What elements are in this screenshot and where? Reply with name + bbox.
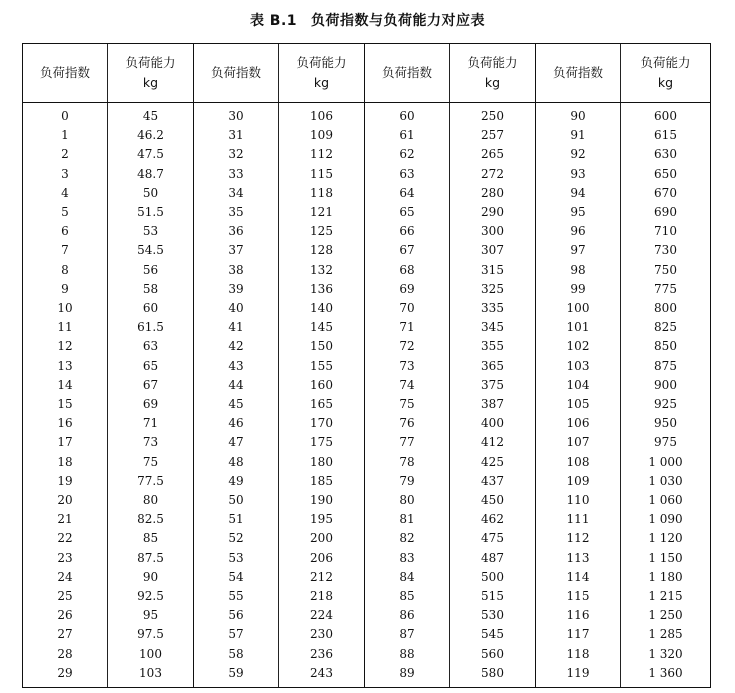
load-capacity-cell: 85	[108, 529, 194, 548]
table-row	[23, 625, 711, 644]
table-row	[23, 433, 711, 452]
table-row	[23, 337, 711, 356]
load-index-cell: 96	[536, 222, 621, 241]
load-capacity-cell: 200	[279, 529, 365, 548]
load-capacity-cell: 1 285	[621, 625, 711, 644]
table-row	[23, 587, 711, 606]
load-index-cell: 0	[23, 103, 108, 127]
load-capacity-cell: 615	[621, 126, 711, 145]
load-capacity-cell: 103	[108, 664, 194, 688]
load-index-cell: 19	[23, 472, 108, 491]
load-index-cell: 102	[536, 337, 621, 356]
load-index-cell: 7	[23, 241, 108, 260]
table-row	[23, 318, 711, 337]
load-capacity-cell: 400	[450, 414, 536, 433]
load-capacity-cell: 185	[279, 472, 365, 491]
load-index-cell: 2	[23, 145, 108, 164]
load-index-cell: 92	[536, 145, 621, 164]
load-capacity-cell: 132	[279, 261, 365, 280]
load-index-cell: 13	[23, 357, 108, 376]
load-index-cell: 37	[194, 241, 279, 260]
load-capacity-cell: 165	[279, 395, 365, 414]
load-index-cell: 74	[365, 376, 450, 395]
load-index-cell: 61	[365, 126, 450, 145]
load-index-cell: 35	[194, 203, 279, 222]
load-capacity-cell: 155	[279, 357, 365, 376]
header-capacity-label: 负荷能力	[125, 55, 176, 70]
load-index-cell: 48	[194, 453, 279, 472]
table-row	[23, 376, 711, 395]
load-capacity-cell: 580	[450, 664, 536, 688]
load-capacity-cell: 175	[279, 433, 365, 452]
load-index-cell: 53	[194, 549, 279, 568]
load-capacity-cell: 290	[450, 203, 536, 222]
load-index-cell: 11	[23, 318, 108, 337]
load-capacity-cell: 272	[450, 165, 536, 184]
table-row	[23, 165, 711, 184]
load-capacity-cell: 61.5	[108, 318, 194, 337]
table-row	[23, 145, 711, 164]
load-index-cell: 4	[23, 184, 108, 203]
table-row	[23, 280, 711, 299]
table-row	[23, 606, 711, 625]
load-capacity-cell: 150	[279, 337, 365, 356]
load-capacity-cell: 690	[621, 203, 711, 222]
load-index-cell: 89	[365, 664, 450, 688]
load-index-cell: 112	[536, 529, 621, 548]
load-capacity-cell: 73	[108, 433, 194, 452]
load-index-cell: 29	[23, 664, 108, 688]
table-row	[23, 103, 711, 127]
load-index-cell: 21	[23, 510, 108, 529]
load-capacity-cell: 650	[621, 165, 711, 184]
load-capacity-cell: 230	[279, 625, 365, 644]
load-index-cell: 117	[536, 625, 621, 644]
load-index-cell: 113	[536, 549, 621, 568]
load-index-cell: 119	[536, 664, 621, 688]
header-load-index: 负荷指数	[194, 44, 279, 103]
header-unit: kg	[657, 75, 674, 90]
load-index-cell: 59	[194, 664, 279, 688]
load-index-cell: 17	[23, 433, 108, 452]
load-index-cell: 69	[365, 280, 450, 299]
load-index-cell: 111	[536, 510, 621, 529]
load-capacity-cell: 48.7	[108, 165, 194, 184]
table-row	[23, 529, 711, 548]
load-index-cell: 77	[365, 433, 450, 452]
load-index-cell: 27	[23, 625, 108, 644]
load-index-cell: 94	[536, 184, 621, 203]
load-capacity-cell: 1 090	[621, 510, 711, 529]
load-capacity-cell: 1 360	[621, 664, 711, 688]
load-index-cell: 90	[536, 103, 621, 127]
load-index-cell: 81	[365, 510, 450, 529]
load-index-cell: 83	[365, 549, 450, 568]
load-index-cell: 25	[23, 587, 108, 606]
load-capacity-cell: 58	[108, 280, 194, 299]
load-index-cell: 108	[536, 453, 621, 472]
load-capacity-cell: 710	[621, 222, 711, 241]
load-capacity-cell: 212	[279, 568, 365, 587]
load-capacity-cell: 412	[450, 433, 536, 452]
load-index-cell: 47	[194, 433, 279, 452]
load-capacity-cell: 160	[279, 376, 365, 395]
table-caption	[0, 10, 735, 30]
header-capacity-label: 负荷能力	[467, 55, 518, 70]
table-row	[23, 222, 711, 241]
load-capacity-cell: 243	[279, 664, 365, 688]
table-row	[23, 664, 711, 688]
load-capacity-cell: 825	[621, 318, 711, 337]
load-capacity-cell: 56	[108, 261, 194, 280]
load-index-cell: 3	[23, 165, 108, 184]
load-capacity-cell: 80	[108, 491, 194, 510]
load-index-cell: 95	[536, 203, 621, 222]
load-index-cell: 60	[365, 103, 450, 127]
load-index-cell: 91	[536, 126, 621, 145]
load-capacity-cell: 190	[279, 491, 365, 510]
load-index-cell: 14	[23, 376, 108, 395]
load-index-cell: 52	[194, 529, 279, 548]
load-capacity-cell: 325	[450, 280, 536, 299]
load-index-cell: 46	[194, 414, 279, 433]
load-index-cell: 55	[194, 587, 279, 606]
load-capacity-cell: 90	[108, 568, 194, 587]
load-index-cell: 93	[536, 165, 621, 184]
header-unit: kg	[484, 75, 501, 90]
load-capacity-cell: 265	[450, 145, 536, 164]
load-index-cell: 40	[194, 299, 279, 318]
load-capacity-cell: 95	[108, 606, 194, 625]
load-capacity-cell: 1 250	[621, 606, 711, 625]
load-capacity-cell: 125	[279, 222, 365, 241]
load-capacity-cell: 1 060	[621, 491, 711, 510]
load-capacity-cell: 87.5	[108, 549, 194, 568]
load-index-cell: 58	[194, 645, 279, 664]
load-index-cell: 56	[194, 606, 279, 625]
load-index-cell: 64	[365, 184, 450, 203]
load-capacity-cell: 109	[279, 126, 365, 145]
load-index-cell: 20	[23, 491, 108, 510]
load-capacity-cell: 136	[279, 280, 365, 299]
table-row	[23, 491, 711, 510]
load-capacity-cell: 315	[450, 261, 536, 280]
load-capacity-cell: 180	[279, 453, 365, 472]
load-index-cell: 50	[194, 491, 279, 510]
load-index-cell: 42	[194, 337, 279, 356]
load-capacity-cell: 670	[621, 184, 711, 203]
load-index-cell: 28	[23, 645, 108, 664]
load-capacity-cell: 97.5	[108, 625, 194, 644]
load-index-cell: 15	[23, 395, 108, 414]
load-index-cell: 62	[365, 145, 450, 164]
load-index-cell: 85	[365, 587, 450, 606]
load-index-cell: 49	[194, 472, 279, 491]
load-capacity-cell: 47.5	[108, 145, 194, 164]
load-index-cell: 51	[194, 510, 279, 529]
table-row	[23, 549, 711, 568]
header-load-capacity	[450, 44, 536, 103]
load-index-cell: 105	[536, 395, 621, 414]
table-row	[23, 472, 711, 491]
load-capacity-cell: 50	[108, 184, 194, 203]
header-capacity-label: 负荷能力	[296, 55, 347, 70]
header-load-capacity	[279, 44, 365, 103]
load-index-cell: 12	[23, 337, 108, 356]
load-index-cell: 79	[365, 472, 450, 491]
header-load-capacity	[621, 44, 711, 103]
load-index-cell: 33	[194, 165, 279, 184]
load-index-cell: 8	[23, 261, 108, 280]
load-capacity-cell: 307	[450, 241, 536, 260]
load-capacity-cell: 69	[108, 395, 194, 414]
load-capacity-cell: 1 000	[621, 453, 711, 472]
load-index-cell: 101	[536, 318, 621, 337]
load-index-cell: 110	[536, 491, 621, 510]
load-capacity-cell: 54.5	[108, 241, 194, 260]
load-capacity-cell: 750	[621, 261, 711, 280]
table-row	[23, 184, 711, 203]
load-capacity-cell: 53	[108, 222, 194, 241]
load-capacity-cell: 975	[621, 433, 711, 452]
table-row	[23, 395, 711, 414]
table-row	[23, 414, 711, 433]
load-capacity-cell: 475	[450, 529, 536, 548]
load-capacity-cell: 1 150	[621, 549, 711, 568]
load-index-cell: 54	[194, 568, 279, 587]
load-index-cell: 63	[365, 165, 450, 184]
header-load-index: 负荷指数	[536, 44, 621, 103]
load-capacity-cell: 730	[621, 241, 711, 260]
load-index-cell: 73	[365, 357, 450, 376]
load-capacity-cell: 355	[450, 337, 536, 356]
load-capacity-cell: 121	[279, 203, 365, 222]
load-index-cell: 114	[536, 568, 621, 587]
load-capacity-cell: 500	[450, 568, 536, 587]
header-unit: kg	[142, 75, 159, 90]
load-capacity-cell: 775	[621, 280, 711, 299]
load-capacity-cell: 145	[279, 318, 365, 337]
load-capacity-cell: 100	[108, 645, 194, 664]
load-index-cell: 45	[194, 395, 279, 414]
load-capacity-cell: 115	[279, 165, 365, 184]
load-index-cell: 86	[365, 606, 450, 625]
load-capacity-cell: 925	[621, 395, 711, 414]
load-index-cell: 24	[23, 568, 108, 587]
load-index-cell: 72	[365, 337, 450, 356]
load-index-cell: 9	[23, 280, 108, 299]
table-title: 负荷指数与负荷能力对应表	[311, 13, 486, 29]
load-index-cell: 30	[194, 103, 279, 127]
load-index-cell: 104	[536, 376, 621, 395]
table-row	[23, 510, 711, 529]
load-index-cell: 99	[536, 280, 621, 299]
load-index-cell: 98	[536, 261, 621, 280]
load-capacity-cell: 236	[279, 645, 365, 664]
header-load-index: 负荷指数	[23, 44, 108, 103]
load-capacity-cell: 1 120	[621, 529, 711, 548]
load-index-cell: 66	[365, 222, 450, 241]
load-index-cell: 57	[194, 625, 279, 644]
load-index-cell: 22	[23, 529, 108, 548]
load-capacity-cell: 65	[108, 357, 194, 376]
load-capacity-cell: 195	[279, 510, 365, 529]
load-index-cell: 118	[536, 645, 621, 664]
load-index-cell: 65	[365, 203, 450, 222]
load-index-cell: 87	[365, 625, 450, 644]
load-capacity-cell: 900	[621, 376, 711, 395]
table-row	[23, 203, 711, 222]
load-capacity-cell: 515	[450, 587, 536, 606]
header-row	[23, 44, 711, 103]
load-capacity-cell: 51.5	[108, 203, 194, 222]
load-capacity-cell: 128	[279, 241, 365, 260]
load-index-cell: 76	[365, 414, 450, 433]
load-index-cell: 1	[23, 126, 108, 145]
load-capacity-cell: 800	[621, 299, 711, 318]
load-index-cell: 23	[23, 549, 108, 568]
load-capacity-cell: 77.5	[108, 472, 194, 491]
load-index-cell: 10	[23, 299, 108, 318]
load-capacity-cell: 218	[279, 587, 365, 606]
load-capacity-cell: 375	[450, 376, 536, 395]
load-capacity-cell: 75	[108, 453, 194, 472]
load-capacity-cell: 112	[279, 145, 365, 164]
load-index-cell: 109	[536, 472, 621, 491]
load-index-cell: 34	[194, 184, 279, 203]
load-capacity-cell: 950	[621, 414, 711, 433]
table-body	[23, 103, 711, 688]
load-capacity-cell: 1 180	[621, 568, 711, 587]
header-capacity-label: 负荷能力	[640, 55, 691, 70]
load-capacity-cell: 630	[621, 145, 711, 164]
load-index-cell: 36	[194, 222, 279, 241]
load-capacity-cell: 82.5	[108, 510, 194, 529]
load-index-cell: 106	[536, 414, 621, 433]
table-row	[23, 126, 711, 145]
load-capacity-cell: 560	[450, 645, 536, 664]
load-capacity-cell: 365	[450, 357, 536, 376]
load-index-cell: 71	[365, 318, 450, 337]
load-index-cell: 88	[365, 645, 450, 664]
load-capacity-cell: 450	[450, 491, 536, 510]
table-row	[23, 261, 711, 280]
load-index-cell: 78	[365, 453, 450, 472]
load-capacity-cell: 875	[621, 357, 711, 376]
load-capacity-cell: 46.2	[108, 126, 194, 145]
load-index-cell: 103	[536, 357, 621, 376]
load-capacity-cell: 60	[108, 299, 194, 318]
load-index-cell: 100	[536, 299, 621, 318]
load-index-cell: 16	[23, 414, 108, 433]
load-index-cell: 38	[194, 261, 279, 280]
load-index-cell: 80	[365, 491, 450, 510]
load-capacity-cell: 45	[108, 103, 194, 127]
load-capacity-cell: 437	[450, 472, 536, 491]
table-row	[23, 645, 711, 664]
load-capacity-cell: 71	[108, 414, 194, 433]
load-capacity-cell: 224	[279, 606, 365, 625]
load-capacity-cell: 63	[108, 337, 194, 356]
load-capacity-cell: 92.5	[108, 587, 194, 606]
load-capacity-cell: 850	[621, 337, 711, 356]
load-capacity-cell: 280	[450, 184, 536, 203]
table-row	[23, 241, 711, 260]
load-capacity-cell: 345	[450, 318, 536, 337]
load-index-cell: 43	[194, 357, 279, 376]
load-capacity-cell: 487	[450, 549, 536, 568]
header-unit: kg	[313, 75, 330, 90]
load-capacity-cell: 425	[450, 453, 536, 472]
load-index-table	[22, 43, 711, 688]
load-capacity-cell: 257	[450, 126, 536, 145]
table-row	[23, 453, 711, 472]
load-index-cell: 44	[194, 376, 279, 395]
load-index-cell: 115	[536, 587, 621, 606]
load-capacity-cell: 67	[108, 376, 194, 395]
table-row	[23, 568, 711, 587]
load-capacity-cell: 170	[279, 414, 365, 433]
header-load-capacity	[108, 44, 194, 103]
load-capacity-cell: 206	[279, 549, 365, 568]
header-load-index: 负荷指数	[365, 44, 450, 103]
load-index-cell: 32	[194, 145, 279, 164]
table-number: 表 B.1	[249, 13, 298, 29]
load-capacity-cell: 335	[450, 299, 536, 318]
table-row	[23, 299, 711, 318]
load-index-cell: 68	[365, 261, 450, 280]
load-index-cell: 41	[194, 318, 279, 337]
load-index-cell: 6	[23, 222, 108, 241]
load-capacity-cell: 462	[450, 510, 536, 529]
load-capacity-cell: 106	[279, 103, 365, 127]
load-capacity-cell: 387	[450, 395, 536, 414]
load-index-cell: 97	[536, 241, 621, 260]
load-index-cell: 70	[365, 299, 450, 318]
load-capacity-cell: 140	[279, 299, 365, 318]
load-index-cell: 18	[23, 453, 108, 472]
load-index-cell: 5	[23, 203, 108, 222]
load-index-cell: 31	[194, 126, 279, 145]
load-index-cell: 84	[365, 568, 450, 587]
load-capacity-cell: 118	[279, 184, 365, 203]
load-capacity-cell: 600	[621, 103, 711, 127]
load-capacity-cell: 545	[450, 625, 536, 644]
load-capacity-cell: 1 320	[621, 645, 711, 664]
load-index-cell: 107	[536, 433, 621, 452]
load-index-cell: 26	[23, 606, 108, 625]
load-index-cell: 82	[365, 529, 450, 548]
load-capacity-cell: 250	[450, 103, 536, 127]
load-index-cell: 116	[536, 606, 621, 625]
table-row	[23, 357, 711, 376]
load-capacity-cell: 1 215	[621, 587, 711, 606]
load-index-cell: 39	[194, 280, 279, 299]
load-index-cell: 75	[365, 395, 450, 414]
load-index-cell: 67	[365, 241, 450, 260]
load-capacity-cell: 300	[450, 222, 536, 241]
load-capacity-cell: 530	[450, 606, 536, 625]
load-capacity-cell: 1 030	[621, 472, 711, 491]
